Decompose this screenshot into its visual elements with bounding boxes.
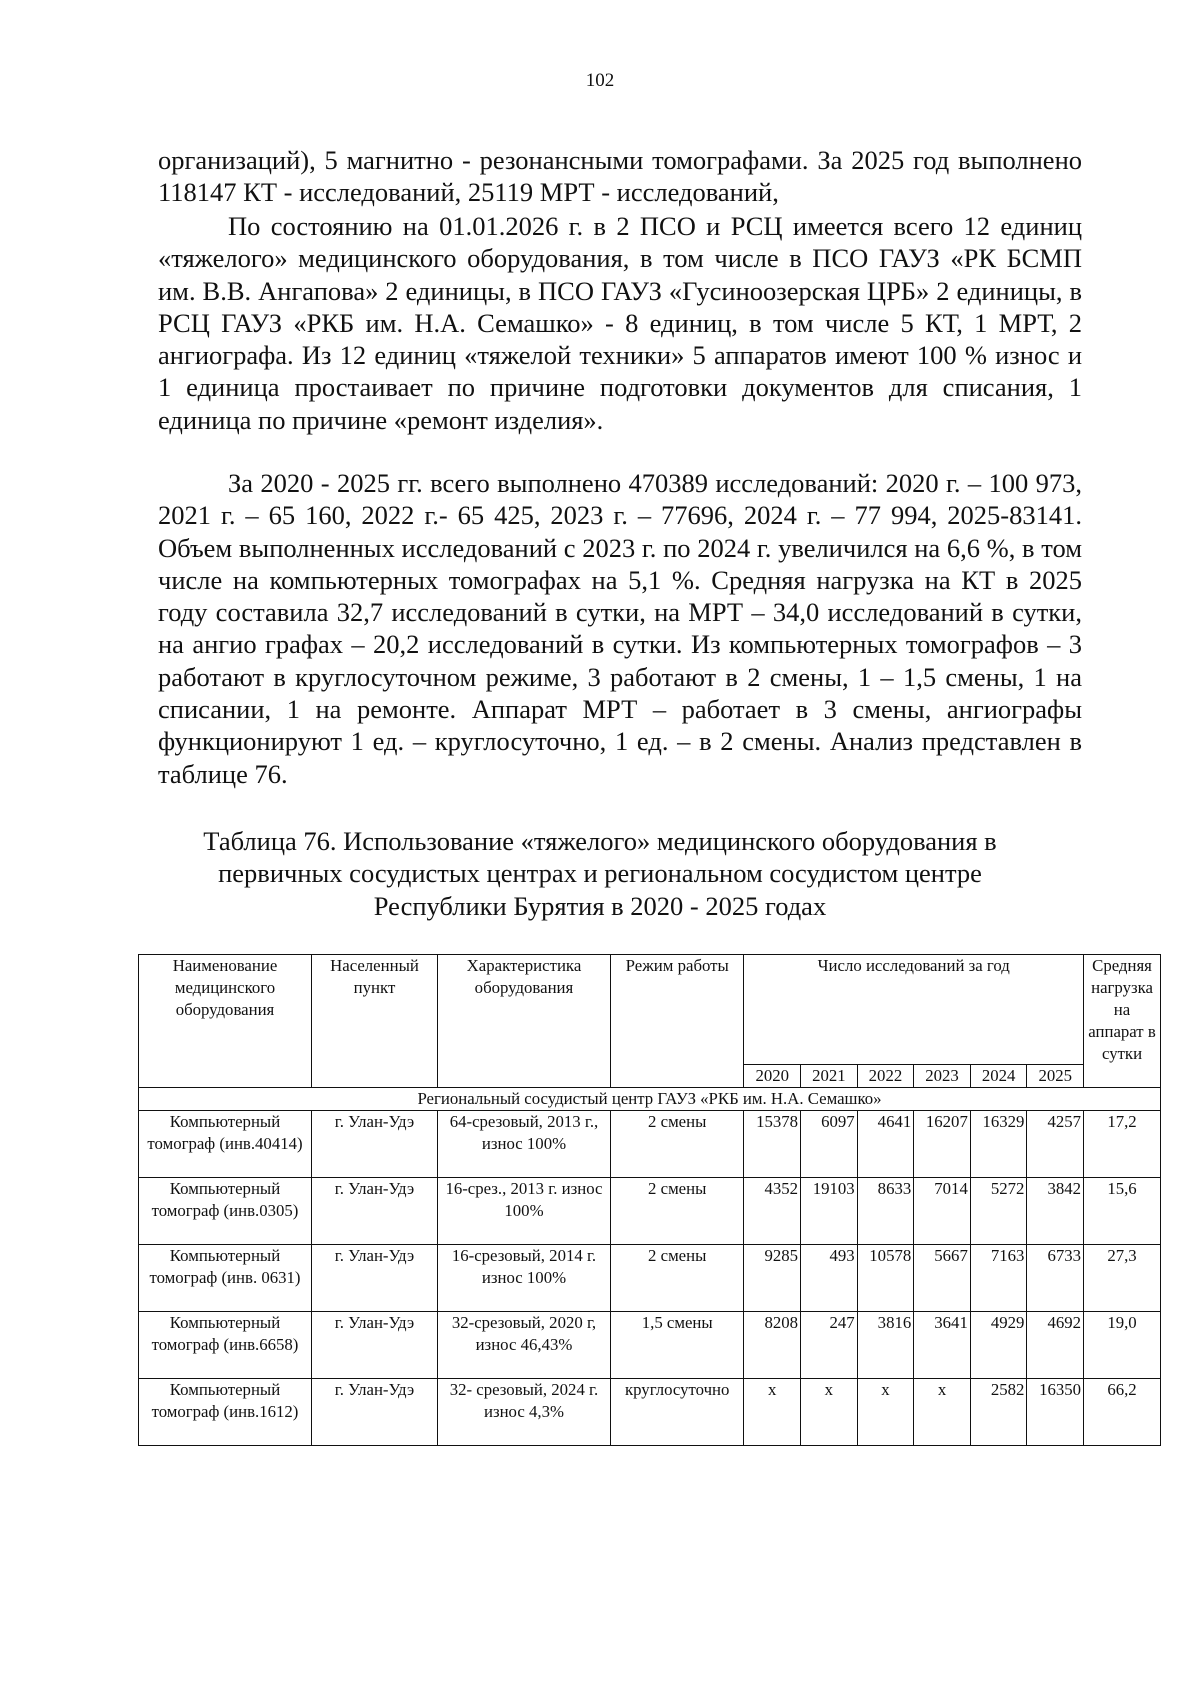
count-cell: 10578	[857, 1245, 914, 1312]
count-cell: х	[801, 1379, 858, 1446]
count-cell: 9285	[744, 1245, 801, 1312]
count-cell: 5667	[914, 1245, 971, 1312]
header-name: Наименование медицинского оборудования	[139, 955, 312, 1088]
equipment-name: Компьютерный томограф (инв.1612)	[139, 1379, 312, 1446]
year-cell: 2021	[801, 1065, 858, 1088]
equipment-name: Компьютерный томограф (инв.40414)	[139, 1111, 312, 1178]
table-row	[139, 1178, 1161, 1245]
count-cell: 15378	[744, 1111, 801, 1178]
mode-cell: 1,5 смены	[610, 1312, 743, 1379]
equipment-table	[138, 954, 1161, 1446]
paragraph-3: За 2020 - 2025 гг. всего выполнено 470389 исследований: 2020 г. – 100 973, 2021 г. – 65 160, 2022 г.- 65 425, 2023 г. – 77696, 2024 г. – 77 994, 2025-83141. Объем выполненных исследований с 2023 г. по 2024 г. увеличился на 6,6 %, в том числе на компьютерных томографах на 5,1 %. Средняя нагрузка на КТ в 2025 году составила 32,7 исследований в сутки, на МРТ – 34,0 исследований в сутки, на ангио графах – 20,2 исследований в сутки. Из компьютерных томографов – 3 работают в круглосуточном режиме, 3 работают в 2 смены, 1 – 1,5 смены, 1 на списании, 1 на ремонте. Аппарат МРТ – работает в 3 смены, ангиографы функционируют 1 ед. – круглосуточно, 1 ед. – в 2 смены. Анализ представлен в таблице 76.	[158, 468, 1082, 789]
year-cell: 2022	[857, 1065, 914, 1088]
paragraph-1: организаций), 5 магнитно - резонансными томографами. За 2025 год выполнено 118147 КТ - исследований, 25119 МРТ - исследований,	[158, 145, 1082, 208]
count-cell: 3641	[914, 1312, 971, 1379]
place-cell: г. Улан-Удэ	[311, 1245, 437, 1312]
mode-cell: 2 смены	[610, 1245, 743, 1312]
count-cell: 4257	[1027, 1111, 1084, 1178]
load-cell: 27,3	[1084, 1245, 1161, 1312]
year-cell: 2020	[744, 1065, 801, 1088]
spec-cell: 16-срез., 2013 г. износ 100%	[437, 1178, 610, 1245]
count-cell: х	[857, 1379, 914, 1446]
spec-cell: 32- срезовый, 2024 г. износ 4,3%	[437, 1379, 610, 1446]
table-row	[139, 1312, 1161, 1379]
table-caption: Таблица 76. Использование «тяжелого» медицинского оборудования в первичных сосудистых центрах и региональном сосудистом центре Республики Бурятия в 2020 - 2025 годах	[203, 826, 997, 921]
count-cell: 16329	[970, 1111, 1027, 1178]
mode-cell: круглосуточно	[610, 1379, 743, 1446]
count-cell: 7163	[970, 1245, 1027, 1312]
count-cell: 8633	[857, 1178, 914, 1245]
mode-cell: 2 смены	[610, 1178, 743, 1245]
count-cell: 19103	[801, 1178, 858, 1245]
place-cell: г. Улан-Удэ	[311, 1379, 437, 1446]
count-cell: 3842	[1027, 1178, 1084, 1245]
count-cell: 2582	[970, 1379, 1027, 1446]
count-cell: 4352	[744, 1178, 801, 1245]
year-cell: 2023	[914, 1065, 971, 1088]
count-cell: 493	[801, 1245, 858, 1312]
header-count: Число исследований за год	[744, 955, 1084, 1065]
place-cell: г. Улан-Удэ	[311, 1178, 437, 1245]
count-cell: 4929	[970, 1312, 1027, 1379]
count-cell: х	[914, 1379, 971, 1446]
count-cell: 7014	[914, 1178, 971, 1245]
equipment-name: Компьютерный томограф (инв. 0631)	[139, 1245, 312, 1312]
page-number: 102	[585, 70, 615, 91]
table-row	[139, 1245, 1161, 1312]
count-cell: 16350	[1027, 1379, 1084, 1446]
header-place: Населенный пункт	[311, 955, 437, 1088]
count-cell: х	[744, 1379, 801, 1446]
load-cell: 17,2	[1084, 1111, 1161, 1178]
spec-cell: 32-срезовый, 2020 г, износ 46,43%	[437, 1312, 610, 1379]
year-cell: 2024	[970, 1065, 1027, 1088]
header-load: Средняя нагрузка на аппарат в сутки	[1084, 955, 1161, 1088]
equipment-name: Компьютерный томограф (инв.0305)	[139, 1178, 312, 1245]
header-spec: Характеристика оборудования	[437, 955, 610, 1088]
load-cell: 15,6	[1084, 1178, 1161, 1245]
count-cell: 6097	[801, 1111, 858, 1178]
equipment-name: Компьютерный томограф (инв.6658)	[139, 1312, 312, 1379]
count-cell: 5272	[970, 1178, 1027, 1245]
table-row	[139, 1111, 1161, 1178]
section-row	[139, 1088, 1161, 1111]
equipment-table-wrapper	[138, 954, 1161, 1446]
year-cell: 2025	[1027, 1065, 1084, 1088]
count-cell: 8208	[744, 1312, 801, 1379]
count-cell: 3816	[857, 1312, 914, 1379]
count-cell: 16207	[914, 1111, 971, 1178]
header-mode: Режим работы	[610, 955, 743, 1088]
count-cell: 247	[801, 1312, 858, 1379]
spec-cell: 16-срезовый, 2014 г. износ 100%	[437, 1245, 610, 1312]
count-cell: 6733	[1027, 1245, 1084, 1312]
count-cell: 4641	[857, 1111, 914, 1178]
place-cell: г. Улан-Удэ	[311, 1312, 437, 1379]
count-cell: 4692	[1027, 1312, 1084, 1379]
load-cell: 19,0	[1084, 1312, 1161, 1379]
place-cell: г. Улан-Удэ	[311, 1111, 437, 1178]
spec-cell: 64-срезовый, 2013 г., износ 100%	[437, 1111, 610, 1178]
mode-cell: 2 смены	[610, 1111, 743, 1178]
section-title: Региональный сосудистый центр ГАУЗ «РКБ им. Н.А. Семашко»	[139, 1088, 1161, 1111]
header-row	[139, 955, 1161, 1065]
paragraph-2: По состоянию на 01.01.2026 г. в 2 ПСО и РСЦ имеется всего 12 единиц «тяжелого» медицинского оборудования, в том числе в ПСО ГАУЗ «РК БСМП им. В.В. Ангапова» 2 единицы, в ПСО ГАУЗ «Гусиноозерская ЦРБ» 2 единицы, в РСЦ ГАУЗ «РКБ им. Н.А. Семашко» - 8 единиц, в том числе 5 КТ, 1 МРТ, 2 ангиографа. Из 12 единиц «тяжелой техники» 5 аппаратов имеют 100 % износ и 1 единица простаивает по причине подготовки документов для списания, 1 единица по причине «ремонт изделия».	[158, 211, 1082, 435]
table-row	[139, 1379, 1161, 1446]
load-cell: 66,2	[1084, 1379, 1161, 1446]
